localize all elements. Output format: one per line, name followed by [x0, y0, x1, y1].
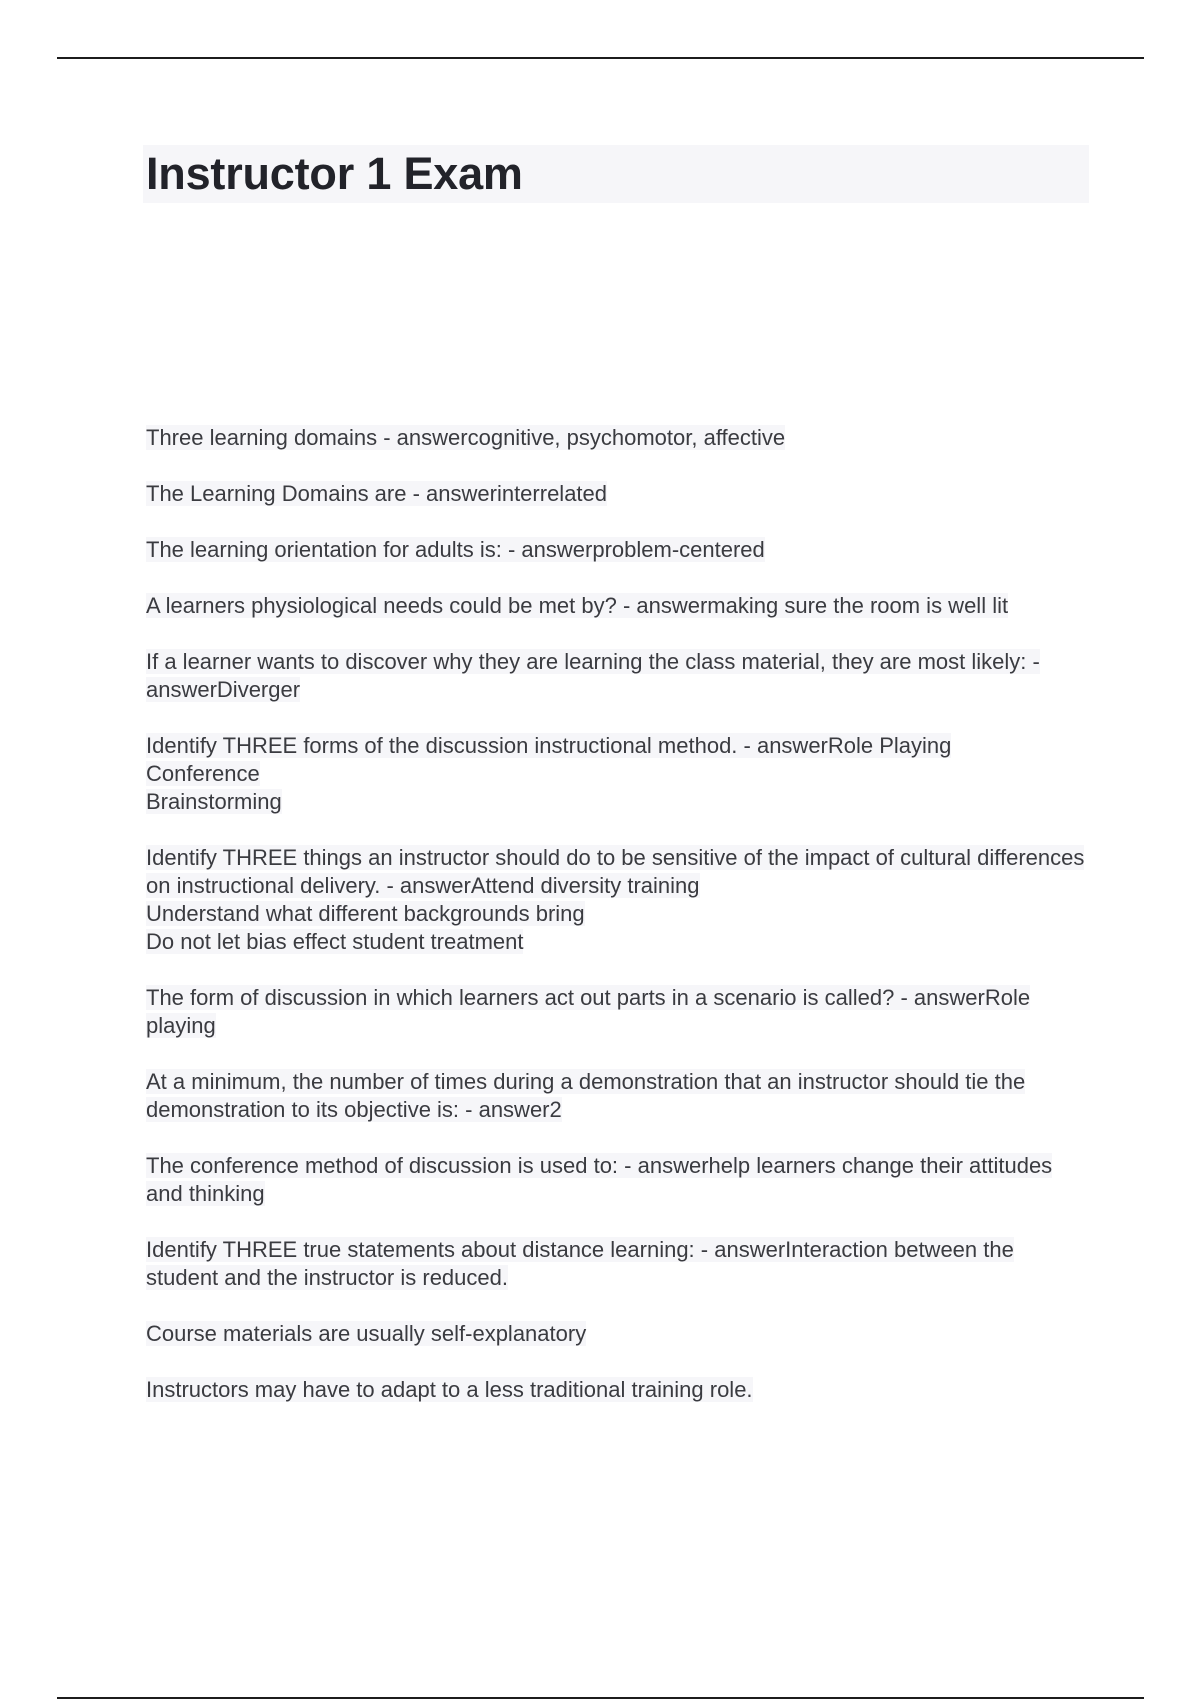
qa-item	[146, 1320, 1091, 1348]
qa-item	[146, 480, 1091, 508]
qa-text: The conference method of discussion is used to: - answerhelp learners change their attitudes and thinking	[146, 1153, 1053, 1206]
qa-item	[146, 1376, 1091, 1404]
qa-text: The Learning Domains are - answerinterrelated	[146, 481, 608, 506]
qa-item	[146, 1152, 1091, 1208]
qa-text: The form of discussion in which learners act out parts in a scenario is called? - answerRole playing	[146, 985, 1031, 1038]
qa-text: At a minimum, the number of times during a demonstration that an instructor should tie the demonstration to its objective is: - answer2	[146, 1069, 1026, 1122]
qa-item	[146, 1236, 1091, 1292]
qa-item	[146, 844, 1091, 956]
document-title: Instructor 1 Exam	[146, 148, 523, 199]
qa-text: The learning orientation for adults is: - answerproblem-centered	[146, 537, 765, 562]
qa-item	[146, 732, 1091, 816]
qa-text: If a learner wants to discover why they are learning the class material, they are most likely: - answerDiverger	[146, 649, 1040, 702]
qa-item	[146, 592, 1091, 620]
qa-text: Instructors may have to adapt to a less traditional training role.	[146, 1377, 753, 1402]
qa-item	[146, 1068, 1091, 1124]
qa-text: Course materials are usually self-explanatory	[146, 1321, 587, 1346]
qa-text: A learners physiological needs could be met by? - answermaking sure the room is well lit	[146, 593, 1009, 618]
bottom-divider	[57, 1697, 1144, 1699]
question-answer-list	[146, 424, 1091, 1432]
qa-text: Identify THREE things an instructor should do to be sensitive of the impact of cultural differences on instructional delivery. - answerAttend diversity training Understand what different backgrounds bring Do not let bias effect student treatment	[146, 845, 1085, 954]
qa-text: Identify THREE forms of the discussion instructional method. - answerRole Playing Conference Brainstorming	[146, 733, 952, 814]
qa-item	[146, 424, 1091, 452]
qa-item	[146, 648, 1091, 704]
qa-item	[146, 984, 1091, 1040]
top-divider	[57, 57, 1144, 59]
qa-text: Three learning domains - answercognitive, psychomotor, affective	[146, 425, 786, 450]
qa-item	[146, 536, 1091, 564]
qa-text: Identify THREE true statements about distance learning: - answerInteraction between the student and the instructor is reduced.	[146, 1237, 1014, 1290]
